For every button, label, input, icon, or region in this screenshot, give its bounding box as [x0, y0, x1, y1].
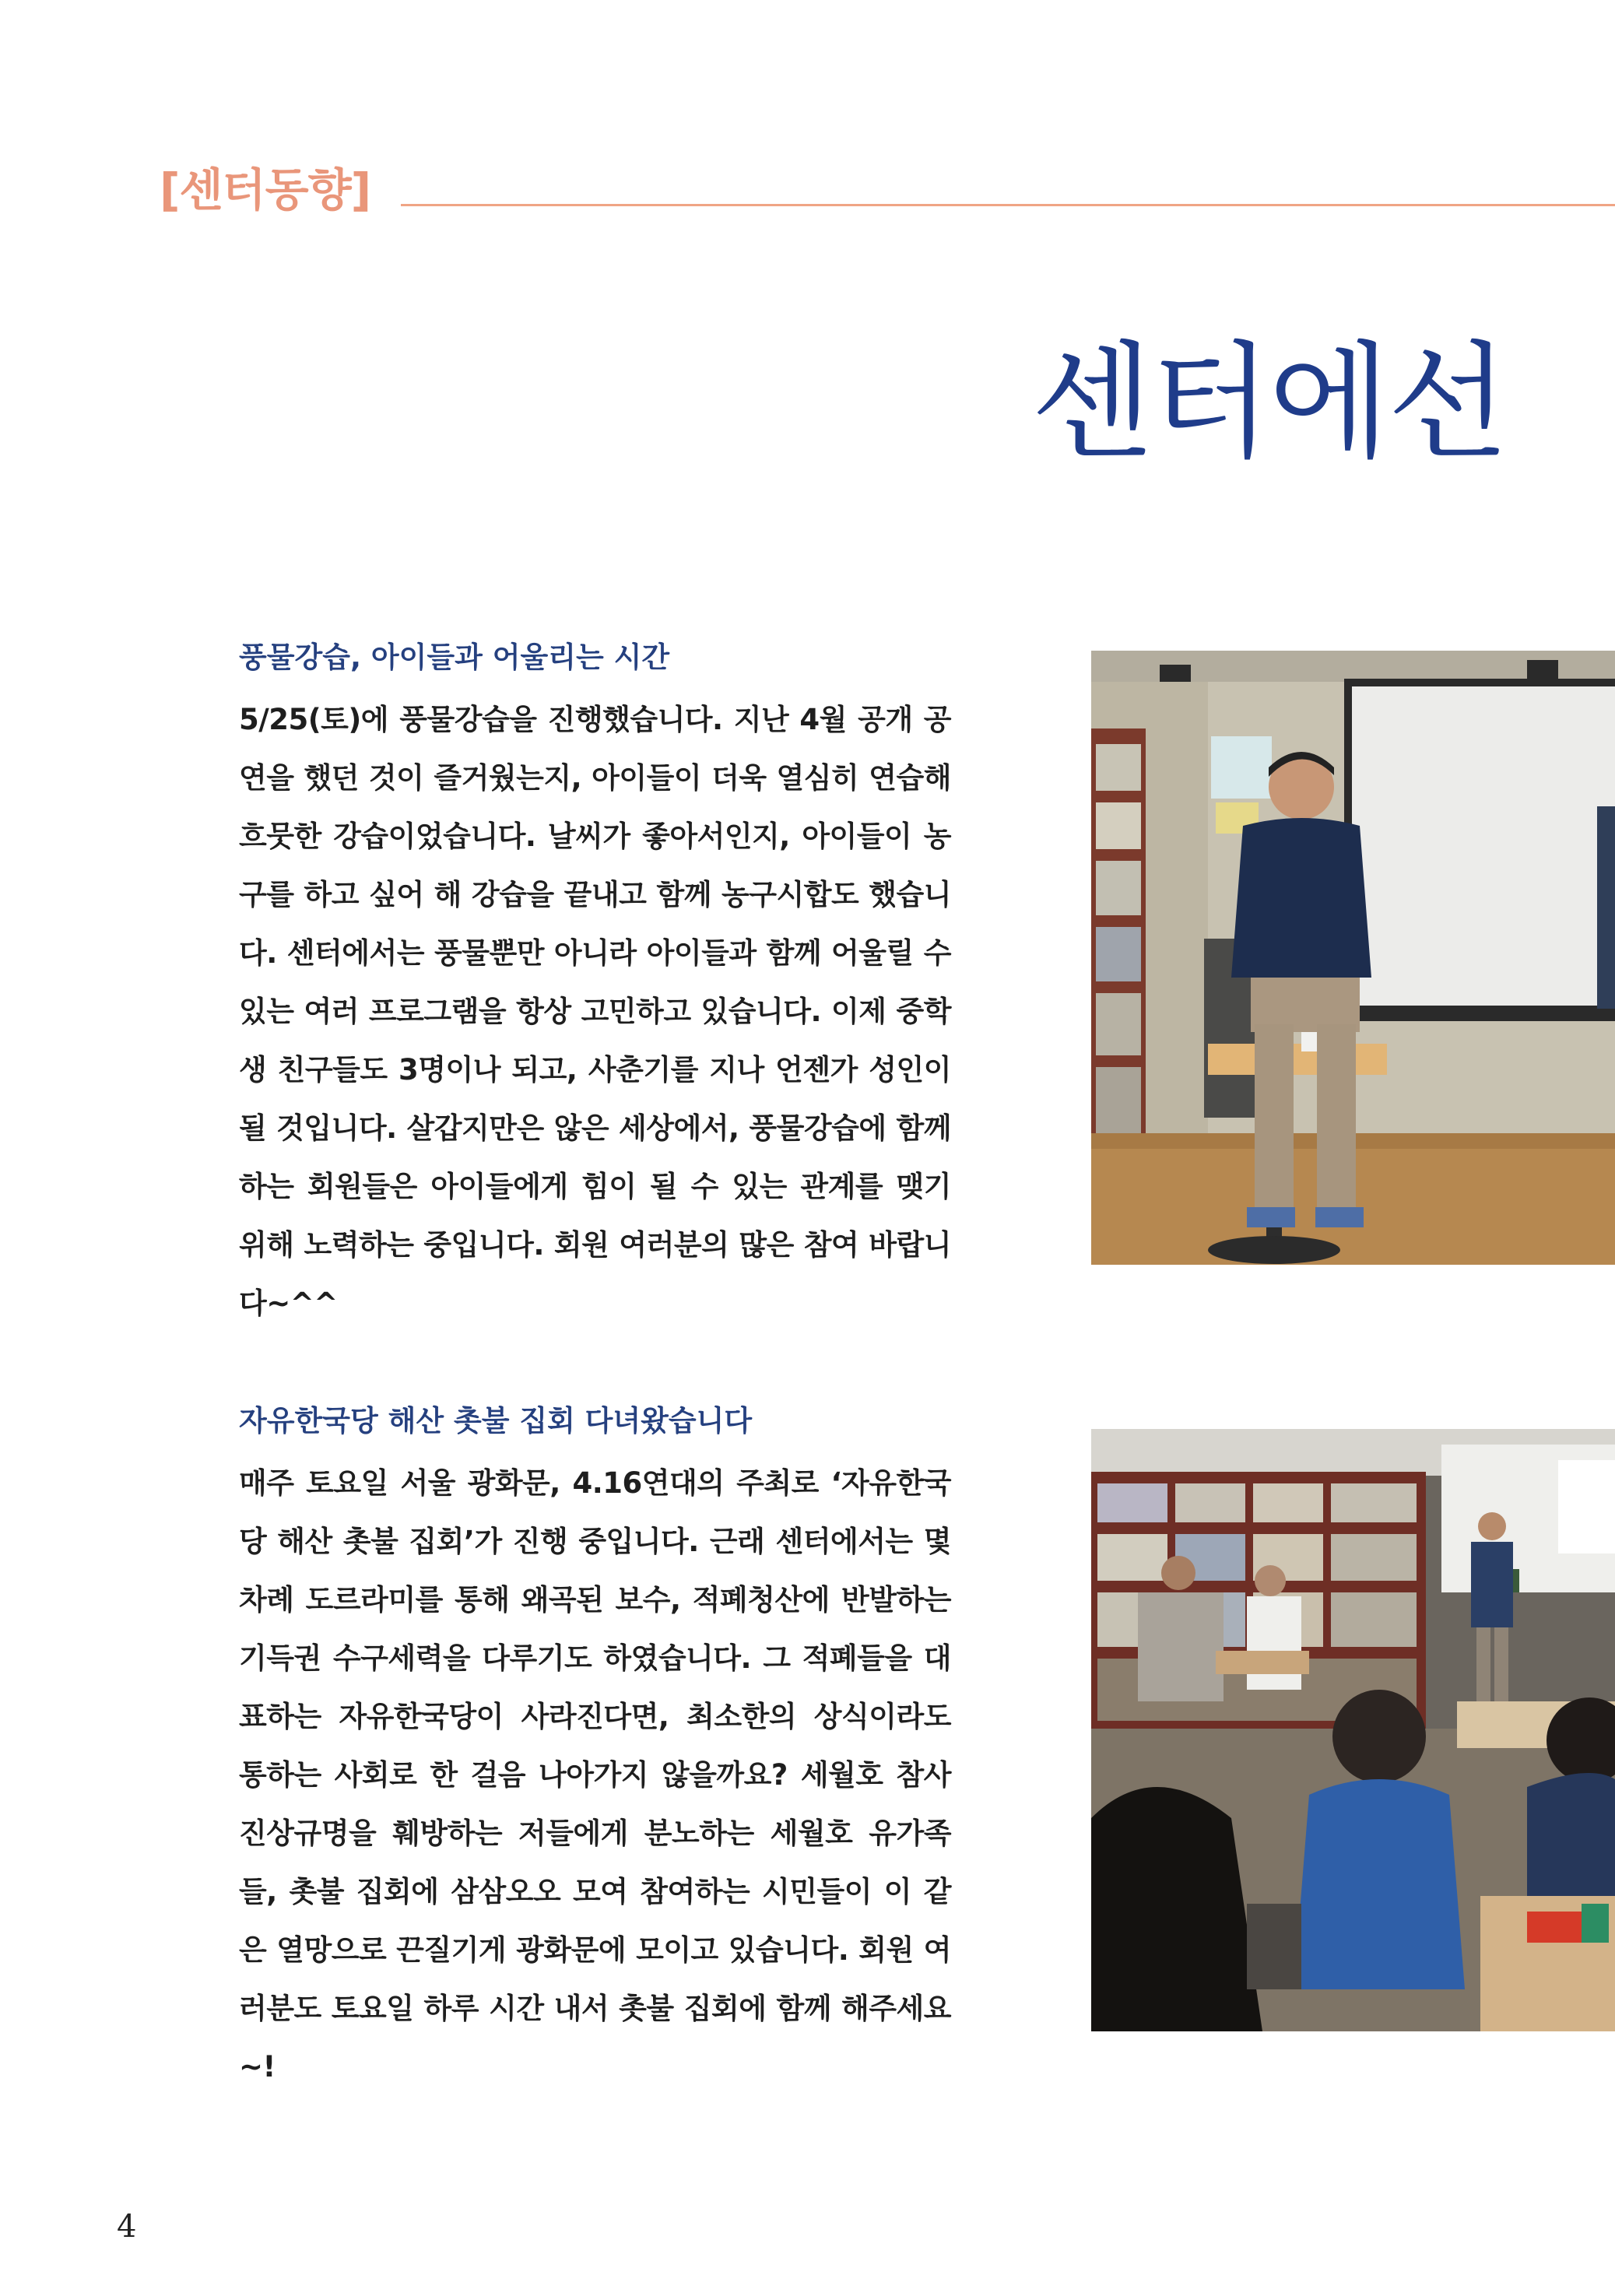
- article-heading: 풍물강습, 아이들과 어울리는 시간: [239, 641, 670, 674]
- article-body: 매주 토요일 서울 광화문, 4.16연대의 주최로 ‘자유한국당 해산 촛불 집회’가 진행 중입니다. 근래 센터에서는 몇 차례 도르라미를 통해 왜곡된 보수, 적폐청산에 반발하는 기득권 수구세력을 다루기도 하였습니다. 그 적폐들을 대표하는 자유한국당이 사라진다면, 최소한의 상식이라도 통하는 사회로 한 걸음 나아가지 않을까요? 세월호 참사 진상규명을 훼방하는 저들에게 분노하는 세월호 유가족들, 촛불 집회에 삼삼오오 모여 참여하는 시민들이 이 같은 열망으로 끈질기게 광화문에 모이고 있습니다. 회원 여러분도 토요일 하루 시간 내서 촛불 집회에 함께 해주세요~!: [239, 1466, 951, 2084]
- article-body: 5/25(토)에 풍물강습을 진행했습니다. 지난 4월 공개 공연을 했던 것이 즐거웠는지, 아이들이 더욱 열심히 연습해 흐뭇한 강습이었습니다. 날씨가 좋아서인지, 아이들이 농구를 하고 싶어 해 강습을 끝내고 함께 농구시합도 했습니다. 센터에서는 풍물뿐만 아니라 아이들과 함께 어울릴 수 있는 여러 프로그램을 항상 고민하고 있습니다. 이제 중학생 친구들도 3명이나 되고, 사춘기를 지나 언젠가 성인이 될 것입니다. 살갑지만은 않은 세상에서, 풍물강습에 함께 하는 회원들은 아이들에게 힘이 될 수 있는 관계를 맺기 위해 노력하는 중입니다. 회원 여러분의 많은 참여 바랍니다~^^: [239, 703, 951, 1321]
- page-title: 센터에선: [1031, 330, 1506, 476]
- article-heading: 자유한국당 해산 촛불 집회 다녀왔습니다: [239, 1404, 753, 1438]
- section-divider: [401, 204, 1615, 206]
- photo-rally-meeting: [1091, 1429, 1615, 2031]
- article-pungmul: [239, 641, 951, 1332]
- section-tag: [센터동향]: [160, 163, 371, 216]
- photo-pungmul-class: [1091, 651, 1615, 1265]
- article-candlelight-rally: [239, 1404, 951, 2096]
- page-number: 4: [117, 2209, 137, 2245]
